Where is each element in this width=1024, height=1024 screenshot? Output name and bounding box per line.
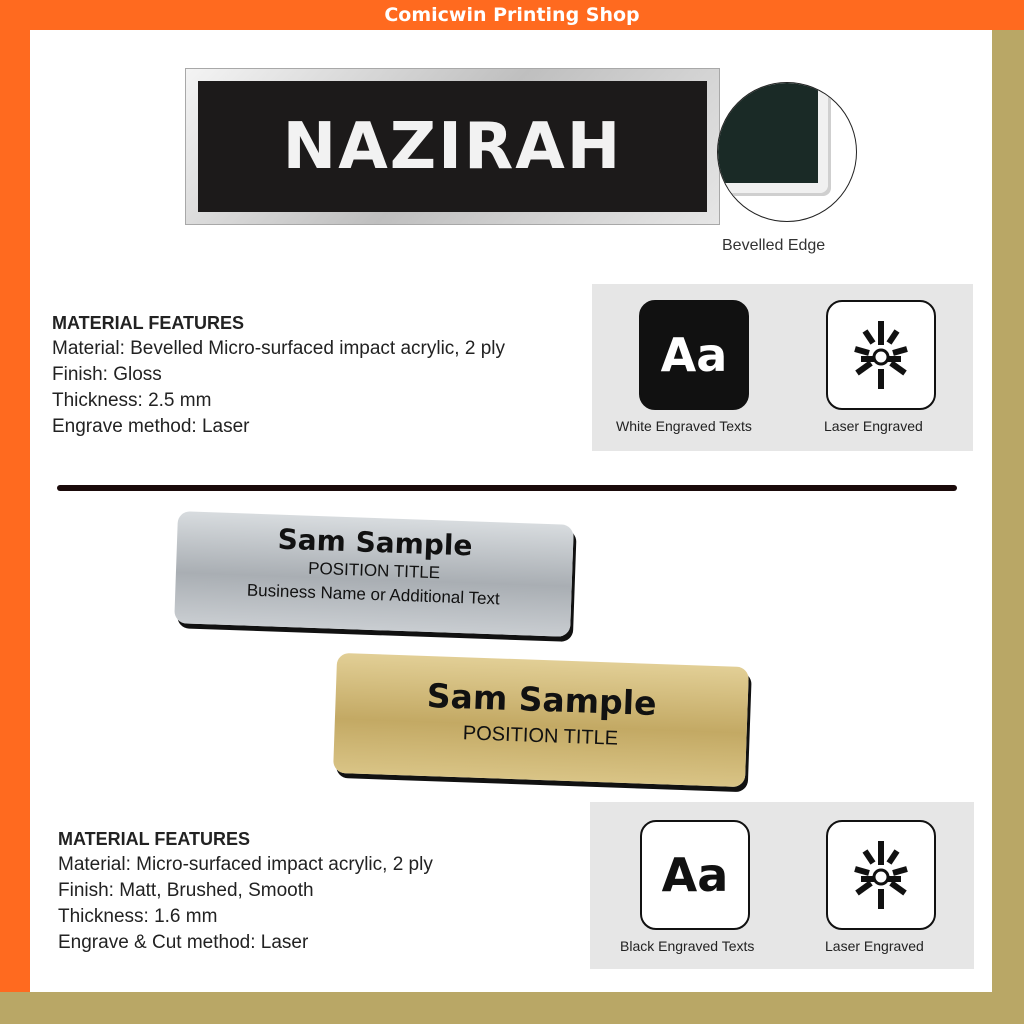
laser-engraved-label: Laser Engraved (824, 418, 923, 434)
feature-line: Finish: Matt, Brushed, Smooth (58, 880, 314, 901)
laser-burst-icon (841, 315, 921, 395)
plate-face (198, 81, 707, 212)
aa-glyph: Aa (660, 328, 728, 382)
feature-line: Material: Micro-surfaced impact acrylic, 2 ply (58, 854, 433, 875)
feature-line: Thickness: 1.6 mm (58, 906, 218, 927)
shop-banner-title: Comicwin Printing Shop (0, 0, 1024, 30)
frame-right (992, 30, 1024, 1024)
black-engraved-label: Black Engraved Texts (620, 938, 755, 954)
feature-icons-1 (592, 284, 973, 451)
laser-engraved-label: Laser Engraved (825, 938, 924, 954)
tag-position: POSITION TITLE (462, 722, 619, 750)
features-heading: MATERIAL FEATURES (52, 313, 244, 333)
tag-business: Business Name or Additional Text (246, 580, 501, 609)
bevelled-edge-label: Bevelled Edge (722, 237, 826, 254)
white-text-icon (639, 300, 749, 410)
feature-icons-2 (590, 802, 974, 969)
section-divider (57, 485, 957, 491)
feature-line: Material: Bevelled Micro-surfaced impact acrylic, 2 ply (52, 338, 505, 359)
bevelled-edge-closeup (717, 82, 857, 222)
feature-line: Finish: Gloss (52, 364, 162, 385)
feature-line: Engrave method: Laser (52, 416, 250, 437)
tag-name: Sam Sample (426, 676, 658, 724)
laser-icon (826, 300, 936, 410)
black-text-icon (640, 820, 750, 930)
gold-name-tag (333, 653, 749, 787)
bevel-corner (717, 82, 828, 193)
material-features-2 (58, 826, 433, 956)
frame-bottom (0, 992, 1024, 1024)
features-heading: MATERIAL FEATURES (58, 829, 250, 849)
laser-icon (826, 820, 936, 930)
tag-name: Sam Sample (277, 522, 474, 563)
plate-name: NAZIRAH (282, 109, 623, 184)
black-name-plate (186, 69, 719, 224)
aa-glyph: Aa (661, 848, 729, 902)
frame-left (0, 0, 30, 1024)
feature-line: Engrave & Cut method: Laser (58, 932, 309, 953)
white-engraved-label: White Engraved Texts (616, 418, 752, 434)
tag-position: POSITION TITLE (307, 558, 441, 583)
material-features-1 (52, 310, 505, 440)
feature-line: Thickness: 2.5 mm (52, 390, 212, 411)
silver-name-tag (174, 511, 574, 637)
laser-burst-icon (841, 835, 921, 915)
